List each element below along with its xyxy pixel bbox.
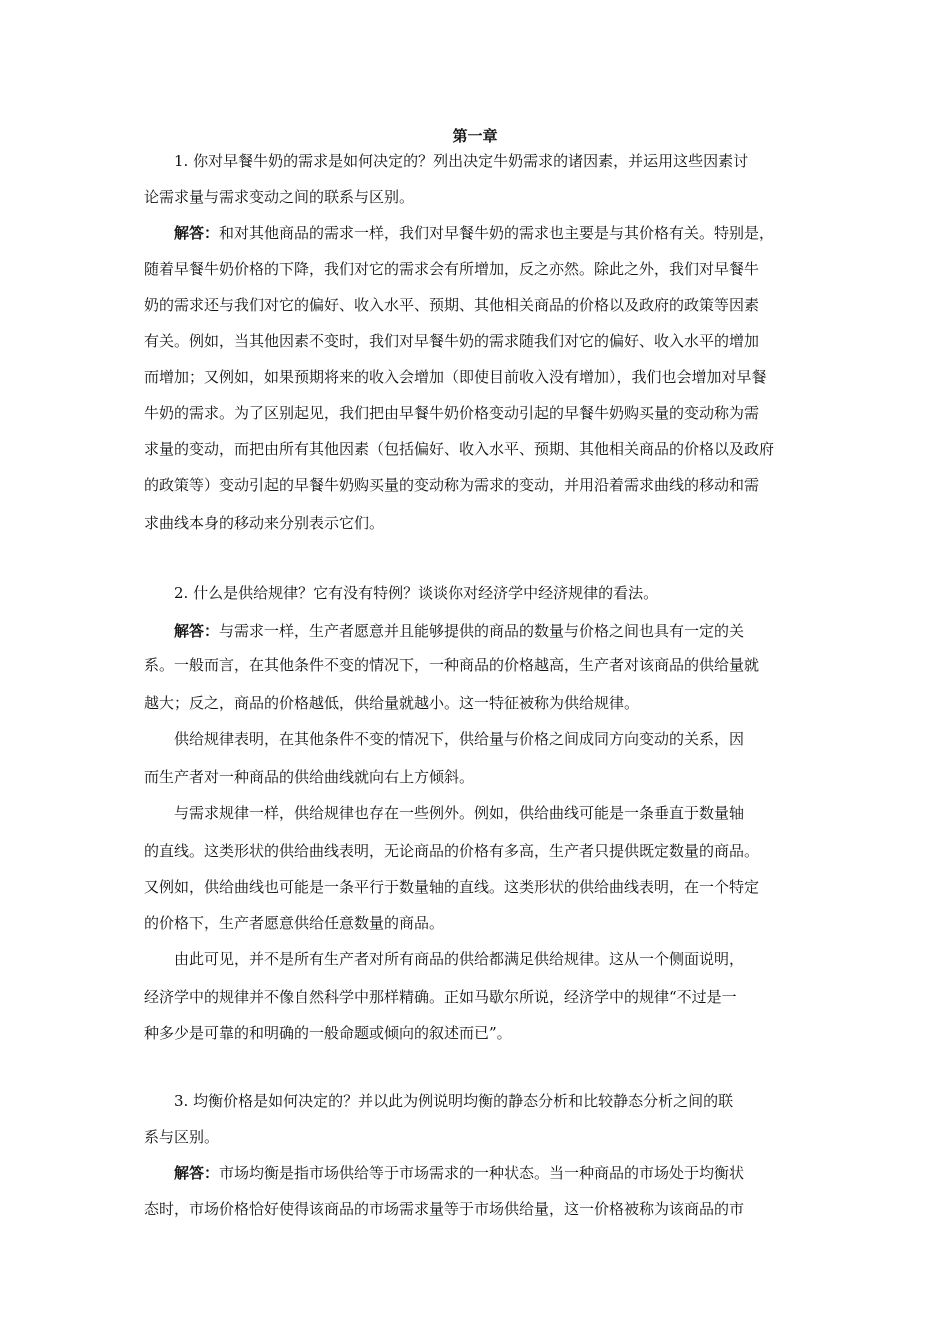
line-text: 经济学中的规律并不像自然科学中那样精确。正如马歇尔所说，经济学中的规律“不过是一 [144,988,737,1006]
line-text: 由此可见，并不是所有生产者对所有商品的供给都满足供给规律。这从一个侧面说明， [174,950,745,968]
text-line [174,1162,808,1184]
line-text: 态时，市场价格恰好使得该商品的市场需求量等于市场供给量，这一价格被称为该商品的市 [144,1200,745,1218]
line-text: 的政策等）变动引起的早餐牛奶购买量的变动称为需求的变动，并用沿着需求曲线的移动和需 [144,476,760,494]
text-line [174,948,808,970]
text-line [144,766,808,788]
text-line [174,150,808,172]
text-line [174,1090,808,1112]
line-text: 3. 均衡价格是如何决定的？并以此为例说明均衡的静态分析和比较静态分析之间的联 [174,1092,734,1110]
line-text: 和对其他商品的需求一样，我们对早餐牛奶的需求也主要是与其价格有关。特别是， [219,224,775,242]
line-text: 系。一般而言，在其他条件不变的情况下，一种商品的价格越高，生产者对该商品的供给量就 [144,656,760,674]
text-line [144,294,808,316]
text-line [144,402,808,424]
text-line [144,692,808,714]
text-line [144,186,808,208]
line-text: 牛奶的需求。为了区别起见，我们把由早餐牛奶价格变动引起的早餐牛奶购买量的变动称为需 [144,404,760,422]
answer-label: 解答： [174,1164,220,1182]
line-text: 论需求量与需求变动之间的联系与区别。 [144,188,415,206]
line-text: 求曲线本身的移动来分别表示它们。 [144,514,385,532]
text-line [144,330,808,352]
line-text: 而生产者对一种商品的供给曲线就向右上方倾斜。 [144,768,475,786]
text-line [144,474,808,496]
line-text: 系与区别。 [144,1128,220,1146]
line-text: 的直线。这类形状的供给曲线表明，无论商品的价格有多高，生产者只提供既定数量的商品。 [144,842,760,860]
line-text: 1. 你对早餐牛奶的需求是如何决定的？列出决定牛奶需求的诸因素，并运用这些因素讨 [174,152,749,170]
text-line [144,1126,808,1148]
answer-label: 解答： [174,622,220,640]
line-text: 与需求一样，生产者愿意并且能够提供的商品的数量与价格之间也具有一定的关 [219,622,745,640]
line-text: 越大；反之，商品的价格越低，供给量就越小。这一特征被称为供给规律。 [144,694,640,712]
line-text: 随着早餐牛奶价格的下降，我们对它的需求会有所增加，反之亦然。除此之外，我们对早餐牛 [144,260,760,278]
line-text: 的价格下，生产者愿意供给任意数量的商品。 [144,914,445,932]
line-text: 2. 什么是供给规律？它有没有特例？谈谈你对经济学中经济规律的看法。 [174,584,659,602]
text-line [144,1022,808,1044]
text-line [144,986,808,1008]
text-line [174,222,808,244]
text-line [144,1198,808,1220]
text-line [144,366,808,388]
line-text: 又例如，供给曲线也可能是一条平行于数量轴的直线。这类形状的供给曲线表明，在一个特定 [144,878,760,896]
line-text: 种多少是可靠的和明确的一般命题或倾向的叙述而已”。 [144,1024,512,1042]
text-line [144,912,808,934]
text-line [144,512,808,534]
line-text: 有关。例如，当其他因素不变时，我们对早餐牛奶的需求随我们对它的偏好、收入水平的增加 [144,332,760,350]
line-text: 供给规律表明，在其他条件不变的情况下，供给量与价格之间成同方向变动的关系，因 [174,730,745,748]
line-text: 奶的需求还与我们对它的偏好、收入水平、预期、其他相关商品的价格以及政府的政策等因素 [144,296,760,314]
text-line [144,876,808,898]
text-line [174,582,808,604]
line-text: 求量的变动，而把由所有其他因素（包括偏好、收入水平、预期、其他相关商品的价格以及政府 [144,440,775,458]
text-line [174,728,808,750]
answer-label: 解答： [174,224,220,242]
text-line [174,620,808,642]
text-line [144,840,808,862]
line-text: 市场均衡是指市场供给等于市场需求的一种状态。当一种商品的市场处于均衡状 [219,1164,745,1182]
text-line [144,654,808,676]
line-text: 而增加；又例如，如果预期将来的收入会增加（即使目前收入没有增加），我们也会增加对早餐 [144,368,767,386]
text-line [144,438,808,460]
chapter-title: 第一章 [452,127,498,145]
text-line [144,258,808,280]
text-line [174,802,808,824]
line-text: 与需求规律一样，供给规律也存在一些例外。例如，供给曲线可能是一条垂直于数量轴 [174,804,745,822]
